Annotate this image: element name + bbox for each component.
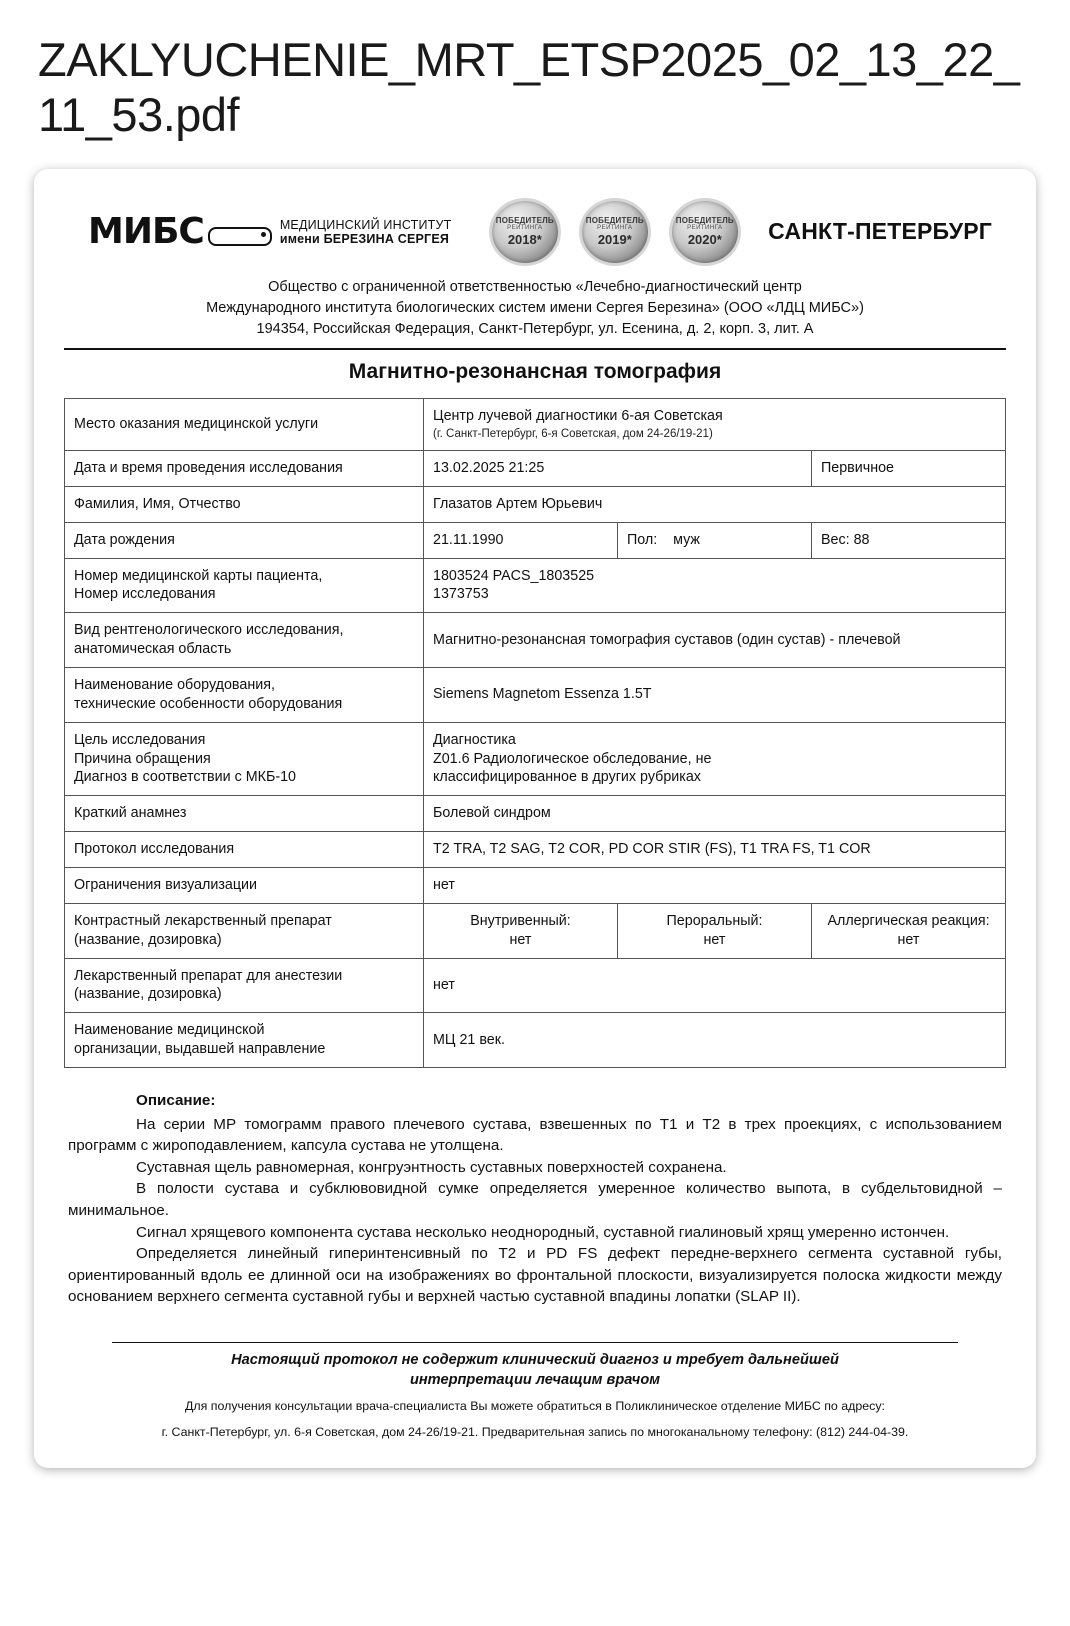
anesthesia-label-line2: (название, дозировка)	[74, 986, 222, 1003]
table-row	[65, 613, 1006, 668]
equipment-label-line1: Наименование оборудования,	[74, 677, 275, 693]
protocol-label: Протокол исследования	[65, 832, 424, 868]
contrast-oral-label: Пероральный:	[666, 912, 763, 929]
study-type-value: Магнитно-резонансная томография суставов (один сустав) - плечевой	[424, 613, 1006, 668]
description-paragraph-5: Определяется линейный гиперинтенсивный по Т2 и PD FS дефект передне-верхнего сегмента суставной губы, ориентированный вдоль ее длинной оси на изображениях во фронтальной плоскости, визуализируется полоска жидкости между основанием верхнего сегмента суставной губы и верхней частью суставной впадины лопатки (SLAP II).	[68, 1245, 1002, 1306]
table-row	[65, 1013, 1006, 1068]
datetime-label: Дата и время проведения исследования	[65, 450, 424, 486]
medal-2020	[662, 199, 748, 265]
contrast-iv-cell	[424, 903, 618, 958]
place-label: Место оказания медицинской услуги	[65, 398, 424, 450]
table-row	[65, 558, 1006, 613]
footer-contact-line1: Для получения консультации врача-специалиста Вы можете обратиться в Поликлиническое отделение МИБС по адресу:	[184, 1399, 885, 1414]
sex-value: муж	[673, 531, 700, 548]
footer-disclaimer-line2: интерпретации лечащим врачом	[409, 1371, 661, 1388]
medal-top-label: ПОБЕДИТЕЛЬ	[585, 216, 644, 226]
contrast-label-line2: (название, дозировка)	[74, 931, 222, 948]
visit-type-value: Первичное	[812, 450, 1006, 486]
org-line-1: Общество с ограниченной ответственностью «Лечебно-диагностический центр	[268, 278, 802, 295]
table-row	[65, 832, 1006, 868]
table-row	[65, 958, 1006, 1013]
contrast-allergy-label: Аллергическая реакция:	[827, 912, 990, 929]
goal-value-line1: Диагностика	[433, 731, 516, 748]
place-value-cell	[424, 398, 1006, 450]
table-row	[65, 450, 1006, 486]
weight-value: Вес: 88	[812, 522, 1006, 558]
table-row	[65, 398, 1006, 450]
table-row	[65, 486, 1006, 522]
sex-cell	[618, 522, 812, 558]
description-heading: Описание:	[136, 1092, 216, 1110]
document-card	[34, 169, 1036, 1468]
medal-top-label: ПОБЕДИТЕЛЬ	[675, 216, 734, 226]
referral-value: МЦ 21 век.	[424, 1013, 1006, 1068]
contrast-allergy-value: нет	[897, 931, 920, 948]
card-number-value-line2: 1373753	[433, 586, 489, 603]
goal-label-line2: Причина обращения	[74, 750, 211, 767]
goal-value-line2: Z01.6 Радиологическое обследование, не	[433, 750, 712, 767]
org-line-3: 194354, Российская Федерация, Санкт-Петербург, ул. Есенина, д. 2, корп. 3, лит. А	[256, 320, 814, 337]
equipment-label-line2: технические особенности оборудования	[74, 695, 343, 712]
card-number-value-line1: 1803524 PACS_1803525	[433, 567, 595, 584]
logo-text: МИБС	[88, 211, 204, 253]
medal-top-label: ПОБЕДИТЕЛЬ	[495, 216, 554, 226]
logo-subtitle	[280, 218, 452, 246]
description-paragraph-1: На серии МР томограмм правого плечевого сустава, взвешенных по Т1 и Т2 в трех проекциях, с использованием программ с жироподавлением, капсула сустава не утолщена.	[68, 1115, 1002, 1155]
medal-year: 2020*	[687, 232, 722, 248]
medal-mid-label: РЕЙТИНГА	[597, 225, 633, 232]
file-title: ZAKLYUCHENIE_MRT_ETSP2025_02_13_22_11_53.pdf	[38, 33, 1020, 142]
medal-2018	[482, 199, 568, 265]
description-section	[64, 1090, 1006, 1308]
goal-value	[424, 722, 1006, 796]
study-type-label-line1: Вид рентгенологического исследования,	[74, 622, 344, 639]
table-row	[65, 522, 1006, 558]
birthdate-value: 21.11.1990	[424, 522, 618, 558]
table-row	[65, 796, 1006, 832]
table-row	[65, 722, 1006, 796]
equipment-value: Siemens Magnetom Essenza 1.5T	[424, 668, 1006, 723]
goal-value-line3: классифицированное в других рубриках	[433, 769, 701, 786]
card-number-label-line1: Номер медицинской карты пациента,	[74, 567, 323, 584]
document-heading: Магнитно-резонансная томография	[348, 359, 722, 383]
organization-info	[64, 271, 1006, 350]
logo-capsule-icon	[208, 227, 272, 246]
card-number-label	[65, 558, 424, 613]
clinic-logo	[88, 211, 451, 252]
equipment-label	[65, 668, 424, 723]
study-type-label-line2: анатомическая область	[74, 641, 232, 658]
study-type-label	[65, 613, 424, 668]
referral-label-line2: организации, выдавшей направление	[74, 1041, 326, 1058]
referral-label	[65, 1013, 424, 1068]
goal-label-line1: Цель исследования	[74, 731, 206, 748]
contrast-oral-cell	[618, 903, 812, 958]
card-number-label-line2: Номер исследования	[74, 586, 216, 603]
contrast-allergy-cell	[812, 903, 1006, 958]
protocol-value: T2 TRA, T2 SAG, T2 COR, PD COR STIR (FS), T1 TRA FS, T1 COR	[424, 832, 1006, 868]
place-note: (г. Санкт-Петербург, 6-я Советская, дом 24-26/19-21)	[433, 427, 713, 440]
anesthesia-label	[65, 958, 424, 1013]
document-footer	[112, 1342, 958, 1442]
description-paragraph-3: В полости сустава и субклювовидной сумке определяется умеренное количество выпота, в субдельтовидной – минимальное.	[68, 1180, 1002, 1219]
goal-label-line3: Диагноз в соответствии с МКБ-10	[74, 769, 296, 786]
limits-value: нет	[424, 868, 1006, 904]
org-line-2: Международного института биологических систем имени Сергея Березина» (ООО «ЛДЦ МИБС»)	[206, 299, 864, 316]
logo-subtitle-line2: имени БЕРЕЗИНА СЕРГЕЯ	[279, 231, 450, 246]
city-label: САНКТ-ПЕТЕРБУРГ	[768, 218, 992, 245]
anamnesis-label: Краткий анамнез	[65, 796, 424, 832]
medal-year: 2019*	[597, 232, 632, 248]
award-medals	[482, 199, 748, 265]
table-row	[65, 868, 1006, 904]
referral-label-line1: Наименование медицинской	[74, 1022, 265, 1039]
table-row	[65, 903, 1006, 958]
anamnesis-value: Болевой синдром	[424, 796, 1006, 832]
fio-value: Глазатов Артем Юрьевич	[424, 486, 1006, 522]
medal-2019	[572, 199, 658, 265]
table-row	[65, 668, 1006, 723]
card-number-value	[424, 558, 1006, 613]
contrast-label-line1: Контрастный лекарственный препарат	[74, 912, 332, 929]
datetime-value: 13.02.2025 21:25	[424, 450, 812, 486]
medal-year: 2018*	[507, 232, 542, 248]
description-paragraph-2: Суставная щель равномерная, конгруэнтность суставных поверхностей сохранена.	[136, 1158, 727, 1176]
anesthesia-label-line1: Лекарственный препарат для анестезии	[74, 967, 343, 984]
medal-mid-label: РЕЙТИНГА	[507, 225, 543, 232]
limits-label: Ограничения визуализации	[65, 868, 424, 904]
footer-contact-line2: г. Санкт-Петербург, ул. 6-я Советская, дом 24-26/19-21. Предварительная запись по многоканальному телефону: (812) 244-04-39.	[161, 1425, 909, 1440]
contrast-oral-value: нет	[703, 931, 726, 948]
place-value: Центр лучевой диагностики 6-ая Советская	[433, 407, 723, 424]
footer-disclaimer-line1: Настоящий протокол не содержит клинический диагноз и требует дальнейшей	[231, 1351, 839, 1368]
sex-label: Пол:	[627, 531, 658, 548]
contrast-label	[65, 903, 424, 958]
document-header	[64, 191, 1006, 271]
anesthesia-value: нет	[424, 958, 1006, 1013]
description-paragraph-4: Сигнал хрящевого компонента сустава несколько неоднородный, суставной гиалиновый хрящ умеренно истончен.	[136, 1223, 950, 1241]
fio-label: Фамилия, Имя, Отчество	[65, 486, 424, 522]
contrast-iv-label: Внутривенный:	[470, 912, 571, 929]
goal-label	[65, 722, 424, 796]
study-info-table	[64, 398, 1006, 1068]
birthdate-label: Дата рождения	[65, 522, 424, 558]
medal-mid-label: РЕЙТИНГА	[687, 225, 723, 232]
contrast-iv-value: нет	[509, 931, 532, 948]
logo-subtitle-line1: МЕДИЦИНСКИЙ ИНСТИТУТ	[279, 217, 452, 232]
